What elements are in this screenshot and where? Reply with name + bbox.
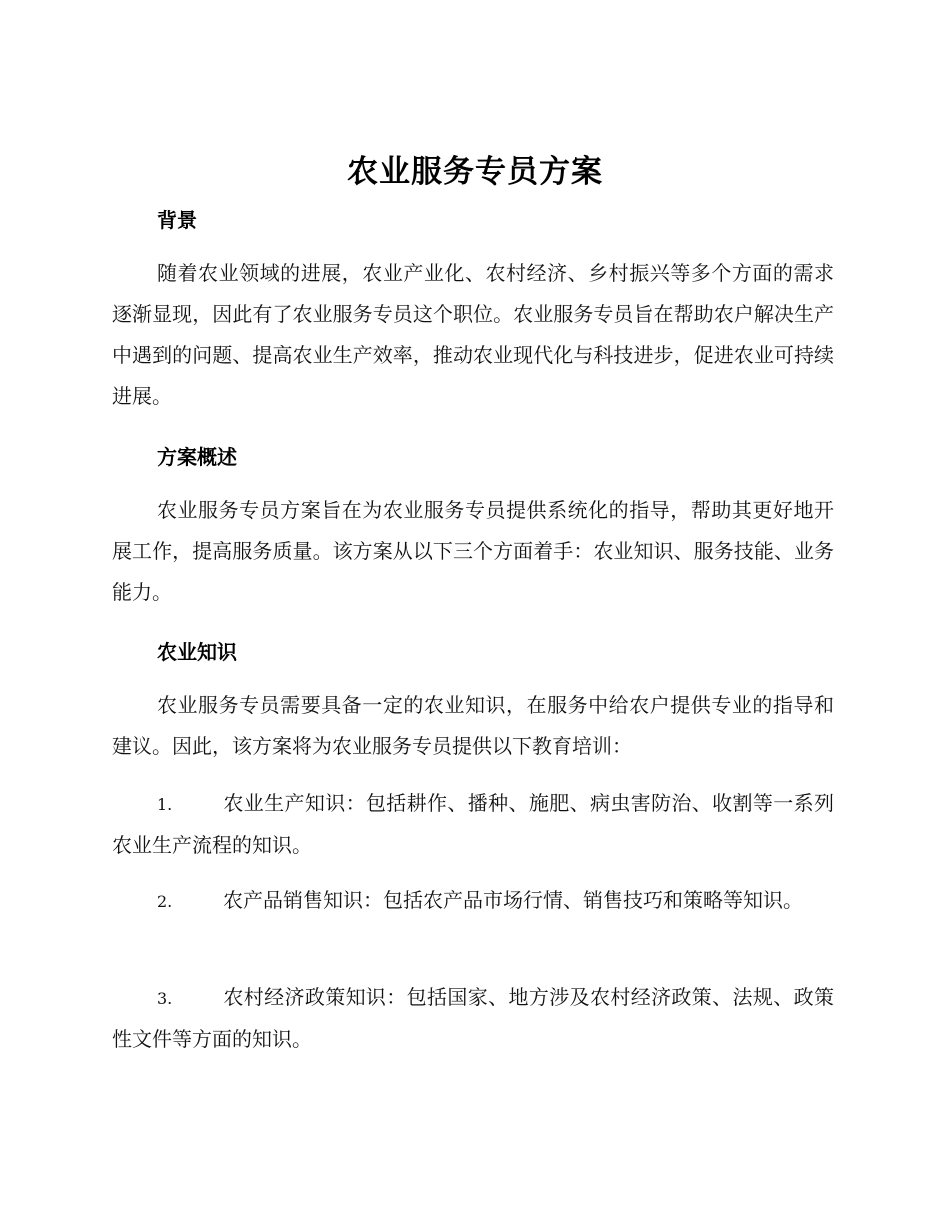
list-item <box>112 880 834 922</box>
list-item-text: 农业生产知识：包括耕作、播种、施肥、病虫害防治、收割等一系列农业生产流程的知识。 <box>112 791 834 857</box>
list-item-number: 2. <box>157 892 173 911</box>
section-heading-overview: 方案概述 <box>157 445 237 469</box>
paragraph-agri-knowledge: 农业服务专员需要具备一定的农业知识，在服务中给农户提供专业的指导和建议。因此，该方案将为农业服务专员提供以下教育培训： <box>112 693 834 758</box>
document-title: 农业服务专员方案 <box>347 154 603 190</box>
list-item <box>112 783 834 866</box>
section-heading-background: 背景 <box>157 208 197 232</box>
list-item-text: 农产品销售知识：包括农产品市场行情、销售技巧和策略等知识。 <box>223 888 803 912</box>
list-item-number: 1. <box>157 795 173 814</box>
list-item <box>112 977 834 1060</box>
list-item-number: 3. <box>157 989 173 1008</box>
list-item-text: 农村经济政策知识：包括国家、地方涉及农村经济政策、法规、政策性文件等方面的知识。 <box>112 985 834 1051</box>
paragraph-background: 随着农业领域的进展，农业产业化、农村经济、乡村振兴等多个方面的需求逐渐显现，因此有了农业服务专员这个职位。农业服务专员旨在帮助农户解决生产中遇到的问题、提高农业生产效率，推动农业现代化与科技进步，促进农业可持续进展。 <box>112 261 834 408</box>
section-heading-agri-knowledge: 农业知识 <box>157 640 237 664</box>
paragraph-overview: 农业服务专员方案旨在为农业服务专员提供系统化的指导，帮助其更好地开展工作，提高服务质量。该方案从以下三个方面着手：农业知识、服务技能、业务能力。 <box>112 498 834 604</box>
